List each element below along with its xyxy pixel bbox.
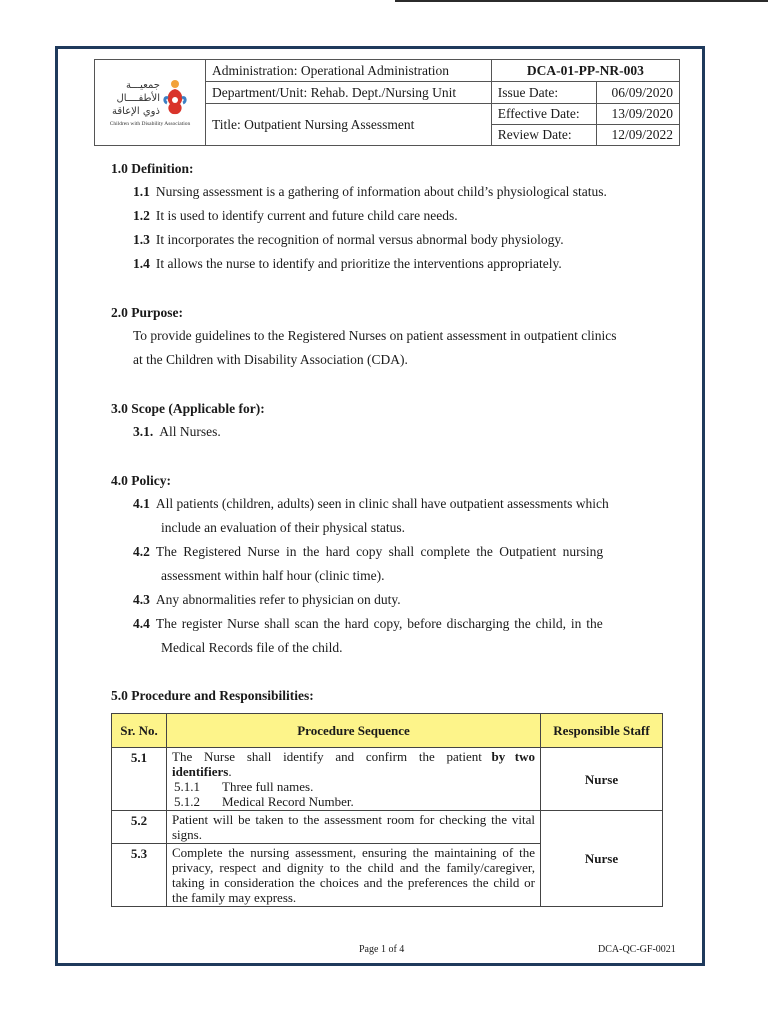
header-table xyxy=(94,59,680,146)
policy-heading: 4.0 Policy: xyxy=(111,473,171,488)
item-number: 3.1. xyxy=(133,424,154,439)
definition-item xyxy=(133,256,562,272)
sub-item xyxy=(172,794,535,809)
document-header xyxy=(94,59,680,145)
effective-date-value: 13/09/2020 xyxy=(597,104,680,125)
row-number: 5.1 xyxy=(112,748,167,811)
form-code: DCA-QC-GF-0021 xyxy=(598,944,676,955)
effective-date-label: Effective Date: xyxy=(491,104,596,125)
sub-item-number: 5.1.1 xyxy=(174,779,200,794)
association-logo-icon xyxy=(162,78,188,118)
row-number: 5.3 xyxy=(112,844,167,907)
logo-arabic-line: جمعيـــة xyxy=(126,79,160,91)
logo-arabic-line: ذوي الإعاقة xyxy=(112,105,160,117)
logo-arabic-line: الأطفــــال xyxy=(116,92,160,104)
row-text-bold: by two identifiers xyxy=(172,749,536,779)
column-header-procedure: Procedure Sequence xyxy=(167,714,541,748)
policy-item-continuation: Medical Records file of the child. xyxy=(161,640,343,655)
table-row xyxy=(112,811,663,844)
logo-arabic-text xyxy=(112,79,160,118)
policy-item xyxy=(133,592,401,608)
row-description: Complete the nursing assessment, ensuring the maintaining of the privacy, respect and dignity to the child and the family/caregiver, taking in consideration the choices and the preferences the child or the family may express. xyxy=(167,844,541,907)
item-number: 1.4 xyxy=(133,256,150,271)
item-text: It is used to identify current and future child care needs. xyxy=(155,208,458,223)
scope-heading: 3.0 Scope (Applicable for): xyxy=(111,401,265,416)
sub-item-text: Medical Record Number. xyxy=(222,794,354,809)
title-cell: Title: Outpatient Nursing Assessment xyxy=(206,104,492,146)
scope-item xyxy=(133,424,221,440)
responsible-staff: Nurse xyxy=(541,811,663,907)
item-number: 1.1 xyxy=(133,184,150,199)
column-header-responsible-staff: Responsible Staff xyxy=(541,714,663,748)
purpose-text-line: at the Children with Disability Association (CDA). xyxy=(133,352,408,367)
purpose-text-line: To provide guidelines to the Registered Nurses on patient assessment in outpatient clinics xyxy=(133,328,617,343)
item-number: 1.3 xyxy=(133,232,150,247)
policy-item-continuation: include an evaluation of their physical status. xyxy=(161,520,406,535)
responsible-staff: Nurse xyxy=(541,748,663,811)
table-header-row xyxy=(112,714,663,748)
item-number: 4.4 xyxy=(133,616,150,631)
page-number: Page 1 of 4 xyxy=(359,944,405,955)
policy-item xyxy=(133,544,603,560)
administration-cell: Administration: Operational Administration xyxy=(206,60,492,82)
definition-heading: 1.0 Definition: xyxy=(111,161,194,176)
item-text: It incorporates the recognition of normal versus abnormal body physiology. xyxy=(155,232,564,247)
policy-item-continuation: assessment within half hour (clinic time). xyxy=(161,568,385,583)
item-text: The Registered Nurse in the hard copy shall complete the Outpatient nursing xyxy=(155,544,604,559)
item-text: It allows the nurse to identify and prioritize the interventions appropriately. xyxy=(155,256,562,271)
sub-item xyxy=(172,779,535,794)
item-number: 1.2 xyxy=(133,208,150,223)
item-number: 4.1 xyxy=(133,496,150,511)
definition-item xyxy=(133,208,458,224)
item-text: All patients (children, adults) seen in clinic shall have outpatient assessments which xyxy=(155,496,609,511)
purpose-heading: 2.0 Purpose: xyxy=(111,305,183,320)
table-row xyxy=(112,748,663,811)
row-description xyxy=(167,748,541,811)
definition-item xyxy=(133,232,564,248)
procedure-table xyxy=(111,713,662,907)
issue-date-label: Issue Date: xyxy=(491,82,596,104)
item-number: 4.2 xyxy=(133,544,150,559)
department-cell: Department/Unit: Rehab. Dept./Nursing Unit xyxy=(206,82,492,104)
logo-caption: Children with Disability Association xyxy=(109,121,191,127)
procedure-heading: 5.0 Procedure and Responsibilities: xyxy=(111,688,314,703)
item-text: All Nurses. xyxy=(159,424,221,439)
row-text-end: . xyxy=(228,764,232,779)
sub-item-number: 5.1.2 xyxy=(174,794,200,809)
review-date-value: 12/09/2022 xyxy=(597,125,680,146)
column-header-sr-no: Sr. No. xyxy=(112,714,167,748)
policy-item xyxy=(133,496,609,512)
sub-item-text: Three full names. xyxy=(222,779,314,794)
item-number: 4.3 xyxy=(133,592,150,607)
item-text: Nursing assessment is a gathering of information about child’s physiological status. xyxy=(155,184,607,199)
review-date-label: Review Date: xyxy=(491,125,596,146)
item-text: Any abnormalities refer to physician on duty. xyxy=(155,592,401,607)
logo-cell xyxy=(95,60,206,146)
document-code: DCA-01-PP-NR-003 xyxy=(491,60,679,82)
row-description: Patient will be taken to the assessment room for checking the vital signs. xyxy=(167,811,541,844)
row-text: The Nurse shall identify and confirm the patient xyxy=(172,749,482,764)
top-edge-line xyxy=(395,0,768,2)
issue-date-value: 06/09/2020 xyxy=(597,82,680,104)
item-text: The register Nurse shall scan the hard copy, before discharging the child, in the xyxy=(155,616,603,631)
row-number: 5.2 xyxy=(112,811,167,844)
definition-item xyxy=(133,184,607,200)
policy-item xyxy=(133,616,603,632)
